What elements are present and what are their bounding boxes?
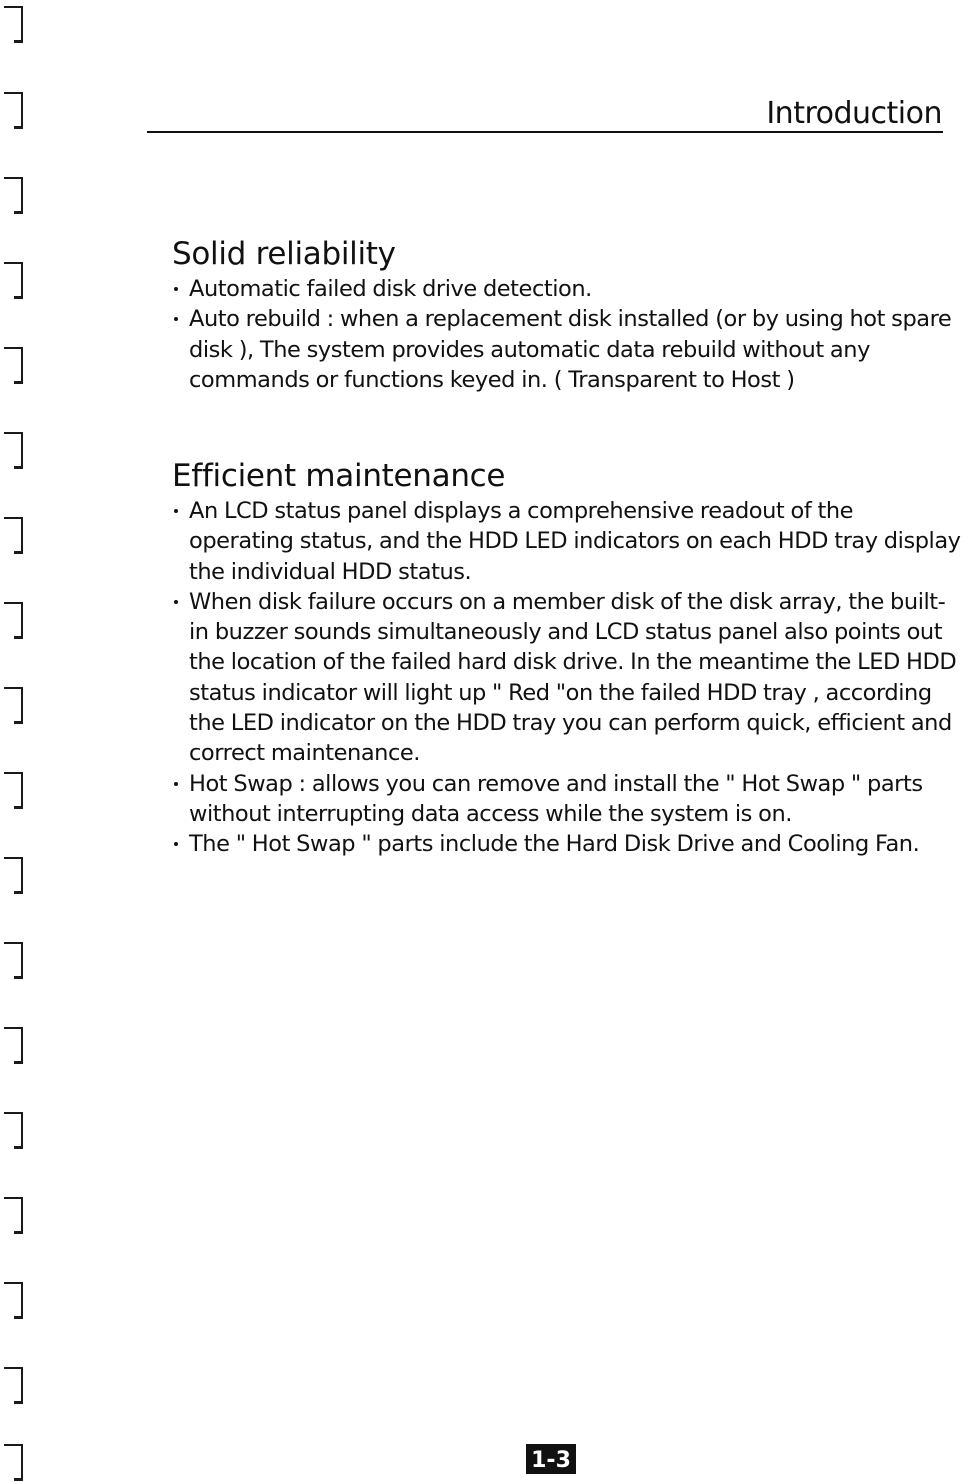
binder-mark [4, 1282, 24, 1320]
binder-mark [4, 602, 24, 640]
binder-mark [4, 432, 24, 470]
section-heading: Solid reliability [172, 236, 396, 272]
section-solid-reliability [172, 234, 962, 395]
binder-mark [4, 1367, 24, 1405]
page-number: 1-3 [526, 1444, 576, 1474]
header-rule [147, 131, 943, 133]
binder-mark [4, 1197, 24, 1235]
bullet-item: Hot Swap : allows you can remove and install the " Hot Swap " parts without interrupting data access while the system is on. [172, 769, 962, 830]
bullet-list [172, 274, 962, 395]
bullet-list [172, 496, 962, 860]
bullet-item: When disk failure occurs on a member disk of the disk array, the built-in buzzer sounds simultaneously and LCD status panel also points out the location of the failed hard disk drive. In the meantime the LED HDD status indicator will light up " Red "on the failed HDD tray , according the LED indicator on the HDD tray you can perform quick, efficient and correct maintenance. [172, 587, 962, 769]
binder-mark [4, 1027, 24, 1065]
binder-mark [4, 262, 24, 300]
bullet-item: Automatic failed disk drive detection. [172, 274, 962, 304]
binder-mark [4, 517, 24, 555]
binder-mark [4, 347, 24, 385]
binder-edge-marks [0, 0, 40, 1468]
binder-mark [4, 177, 24, 215]
bullet-item: An LCD status panel displays a comprehensive readout of the operating status, and the HDD LED indicators on each HDD tray display the individual HDD status. [172, 496, 962, 587]
binder-mark [4, 772, 24, 810]
binder-mark [4, 6, 24, 44]
binder-mark [4, 1112, 24, 1150]
bullet-item: The " Hot Swap " parts include the Hard Disk Drive and Cooling Fan. [172, 829, 962, 859]
page-header-title: Introduction [766, 96, 942, 131]
binder-mark [4, 942, 24, 980]
bullet-item: Auto rebuild : when a replacement disk installed (or by using hot spare disk ), The system provides automatic data rebuild without any commands or functions keyed in. ( Transparent to Host ) [172, 304, 962, 395]
binder-mark [4, 687, 24, 725]
binder-mark [4, 92, 24, 130]
binder-mark [4, 857, 24, 895]
section-heading: Efficient maintenance [172, 458, 506, 494]
section-efficient-maintenance [172, 456, 962, 860]
binder-mark [4, 1444, 24, 1482]
